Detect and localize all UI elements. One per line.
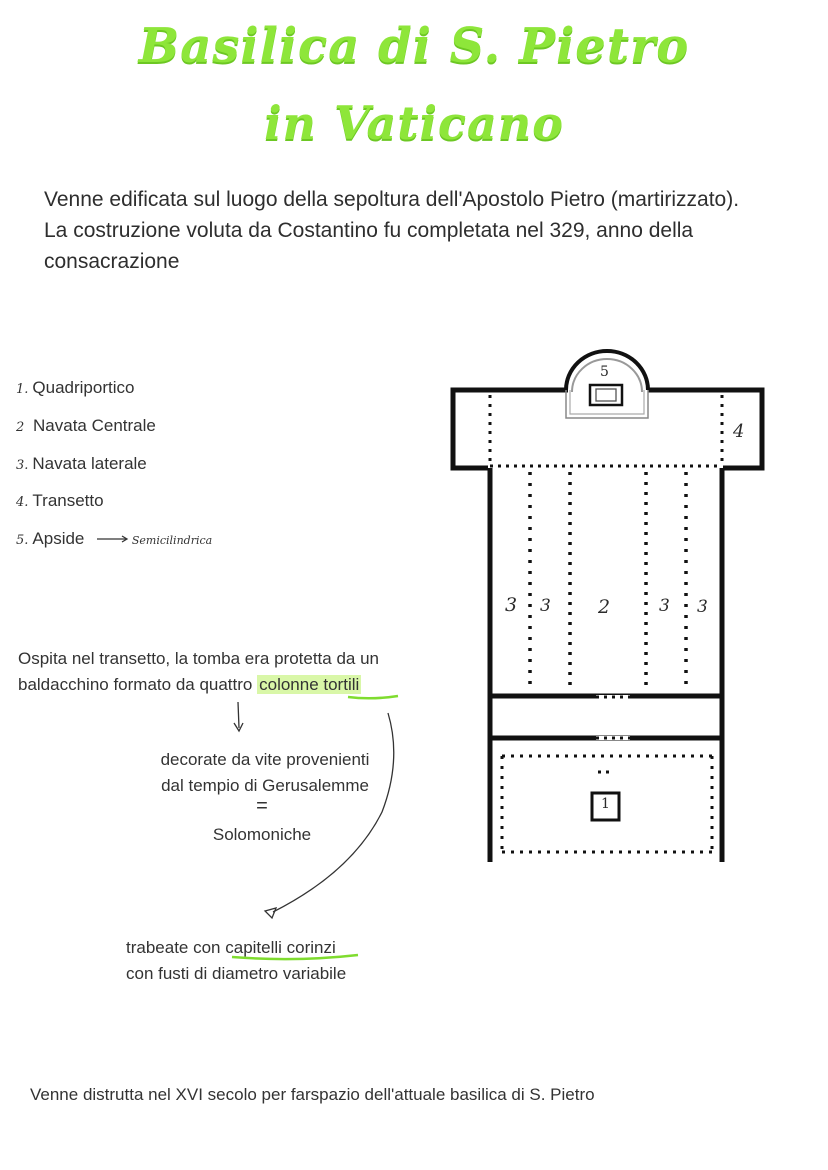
plan-label-5: 5 [600,364,609,380]
plan-label-1: 1 [601,796,610,812]
colonne-tortili-highlight: colonne tortili [259,675,360,694]
apse-shape [566,351,648,418]
down-arrow-icon [234,702,243,731]
curved-arrow-icon [265,713,394,918]
trabeate-text: trabeate con capitelli corinzi con fusti di diametro variabile [126,938,347,983]
plan-label-3-a: 3 [505,594,518,616]
plan-label-4: 4 [733,421,745,442]
apside-note: Semicilindrica [131,534,213,547]
underline-capitelli [232,955,358,959]
legend-item-transetto: 4. Transetto [16,491,104,510]
equals-sign: = [256,795,268,817]
legend-item-navata-laterale: 3. Navata laterale [16,454,147,473]
intro-paragraph-1: Venne edificata sul luogo della sepoltura dell'Apostolo Pietro (martirizzato). [44,188,740,211]
plan-label-2: 2 [598,596,611,618]
plan-outline [453,390,762,862]
page-title-line1: Basilica di S. Pietro [138,18,690,74]
legend-item-navata-centrale: 2 Navata Centrale [16,416,156,435]
footer-text: Venne distrutta nel XVI secolo per farspazio dell'attuale basilica di S. Pietro [30,1085,595,1104]
plan-label-3-b: 3 [540,596,551,616]
plan-label-3-c: 3 [659,596,670,616]
plan-label-3-d: 3 [697,597,708,617]
intro-paragraph-2: La costruzione voluta da Costantino fu completata nel 329, anno della consacrazione [44,219,694,273]
underline-colonne [348,696,398,698]
legend-item-quadriportico: 1. Quadriportico [16,378,135,397]
arrow-icon [97,536,127,542]
page-title-line2: in Vaticano [264,96,564,150]
solomoniche-text: Solomoniche [212,825,312,844]
decorate-text: decorate da vite provenienti dal tempio di Gerusalemme [160,750,370,795]
tomb-text: Ospita nel transetto, la tomba era protetta da un baldacchino formato da quattro colonne tortili [18,649,379,694]
legend-item-apside: 5. Apside Semicilindrica [16,529,213,548]
column-dots [490,395,722,852]
capitelli-corinzi: capitelli corinzi [225,938,336,957]
